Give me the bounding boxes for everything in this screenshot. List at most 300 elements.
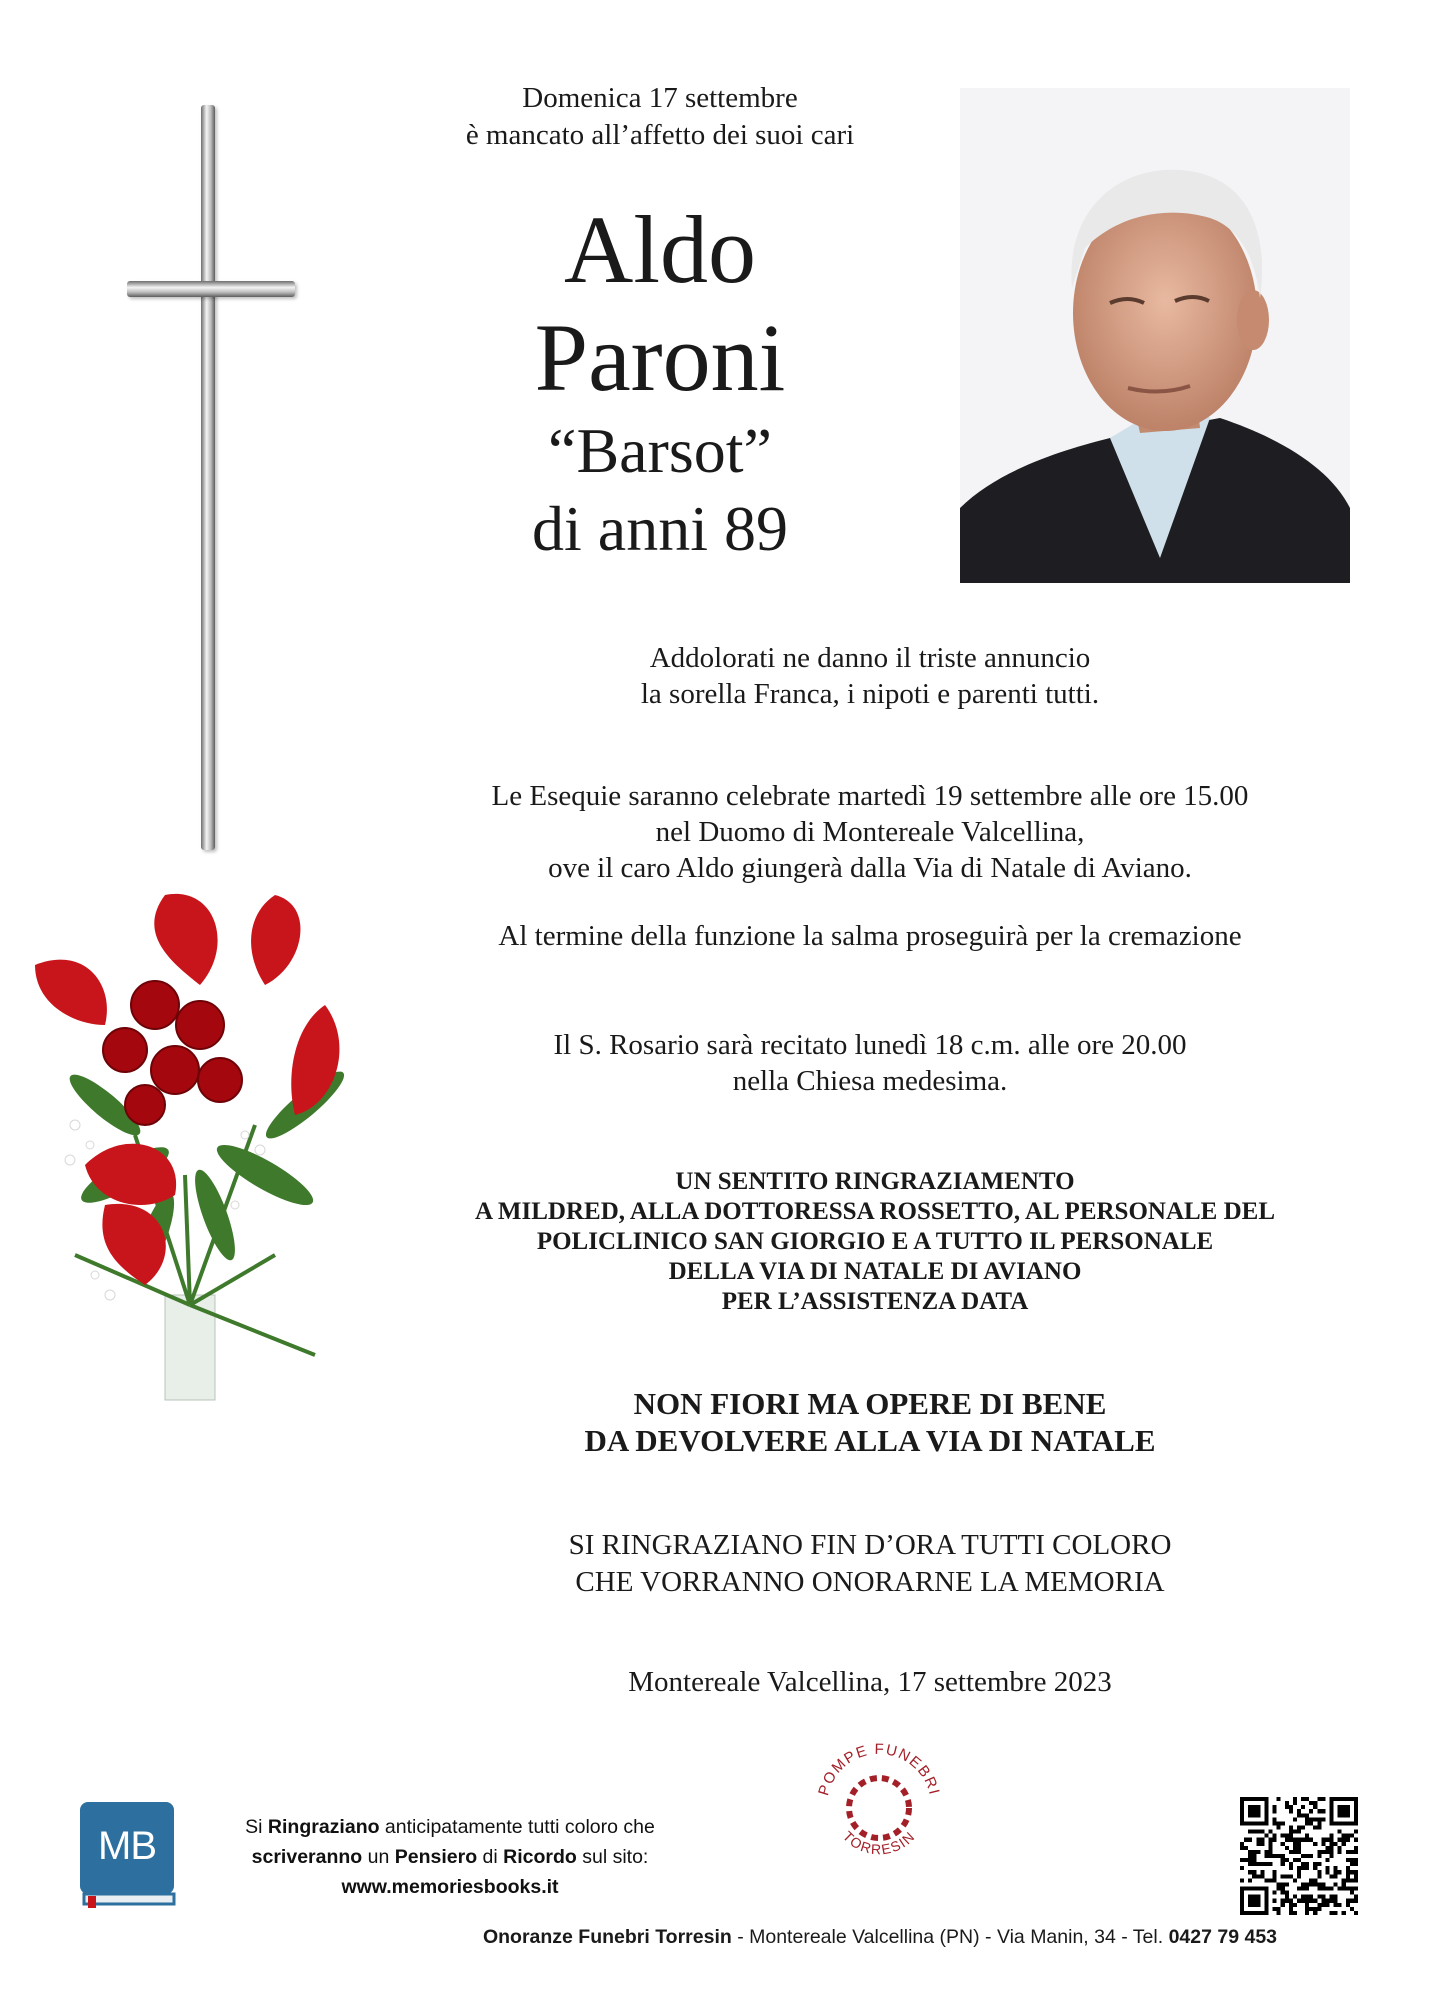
- footer-company: Onoranze Funebri Torresin: [482, 1926, 732, 1948]
- qr-module: [1256, 1862, 1260, 1866]
- qr-module: [1297, 1887, 1301, 1891]
- qr-module: [1264, 1862, 1268, 1866]
- qr-module: [1244, 1846, 1248, 1850]
- nickname: “Barsot”: [548, 415, 772, 486]
- qr-module: [1317, 1907, 1321, 1911]
- qr-module: [1285, 1858, 1289, 1862]
- no-flowers-note: [520, 1385, 1220, 1459]
- qr-module: [1289, 1830, 1293, 1834]
- qr-module: [1268, 1862, 1272, 1866]
- qr-module: [1297, 1874, 1301, 1878]
- qr-module: [1325, 1850, 1329, 1854]
- qr-module: [1256, 1830, 1260, 1834]
- qr-module: [1305, 1903, 1309, 1907]
- qr-module: [1334, 1903, 1338, 1907]
- qr-module: [1317, 1874, 1321, 1878]
- qr-module: [1260, 1862, 1264, 1866]
- qr-module: [1313, 1805, 1317, 1809]
- qr-module: [1305, 1834, 1309, 1838]
- qr-module: [1301, 1887, 1305, 1891]
- qr-module: [1277, 1907, 1281, 1911]
- qr-module: [1297, 1846, 1301, 1850]
- qr-module: [1350, 1891, 1354, 1895]
- qr-module: [1317, 1887, 1321, 1891]
- qr-module: [1354, 1862, 1358, 1866]
- qr-module: [1321, 1899, 1325, 1903]
- qr-module: [1297, 1838, 1301, 1842]
- qr-module: [1338, 1887, 1342, 1891]
- qr-module: [1252, 1874, 1256, 1878]
- qr-module: [1285, 1874, 1289, 1878]
- qr-module: [1289, 1805, 1293, 1809]
- qr-module: [1317, 1882, 1321, 1886]
- sponsor-text-2: anticipatamente tutti coloro che: [379, 1816, 655, 1838]
- qr-module: [1338, 1903, 1342, 1907]
- qr-module: [1293, 1842, 1297, 1846]
- flower-bouquet: [15, 875, 375, 1405]
- qr-module: [1252, 1854, 1256, 1858]
- qr-module: [1309, 1878, 1313, 1882]
- qr-code-icon: [1240, 1797, 1358, 1915]
- qr-module: [1354, 1846, 1358, 1850]
- qr-module: [1293, 1878, 1297, 1882]
- qr-module: [1297, 1899, 1301, 1903]
- qr-module: [1297, 1850, 1301, 1854]
- qr-module: [1334, 1874, 1338, 1878]
- footer-address: - Montereale Valcellina (PN) - Via Manin, 34 - Tel.: [731, 1926, 1169, 1948]
- funeral-line-1: Le Esequie saranno celebrate martedì 19 settembre alle ore 15.00: [491, 780, 1249, 812]
- qr-module: [1277, 1825, 1281, 1829]
- qr-module: [1346, 1903, 1350, 1907]
- qr-module: [1350, 1834, 1354, 1838]
- qr-module: [1268, 1830, 1272, 1834]
- intro-line-2: è mancato all’affetto dei suoi cari: [465, 119, 855, 151]
- qr-module: [1297, 1870, 1301, 1874]
- qr-module: [1342, 1878, 1346, 1882]
- qr-module: [1273, 1891, 1277, 1895]
- sponsor-text-4: un: [362, 1846, 395, 1868]
- qr-module: [1277, 1797, 1281, 1801]
- qr-module: [1293, 1850, 1297, 1854]
- funeral-line-2: nel Duomo di Montereale Valcellina,: [655, 816, 1085, 848]
- qr-module: [1338, 1846, 1342, 1850]
- qr-module: [1297, 1830, 1301, 1834]
- qr-module: [1281, 1842, 1285, 1846]
- qr-module: [1309, 1895, 1313, 1899]
- sponsor-text-1: Si: [245, 1816, 268, 1838]
- qr-module: [1330, 1911, 1334, 1915]
- qr-module: [1285, 1805, 1289, 1809]
- qr-module: [1252, 1862, 1256, 1866]
- qr-module: [1264, 1878, 1268, 1882]
- last-name: Paroni: [534, 304, 786, 411]
- qr-module: [1313, 1825, 1317, 1829]
- qr-module: [1305, 1817, 1309, 1821]
- qr-module: [1273, 1899, 1277, 1903]
- qr-module: [1297, 1813, 1301, 1817]
- qr-module: [1281, 1858, 1285, 1862]
- qr-module: [1268, 1878, 1272, 1882]
- qr-module: [1342, 1882, 1346, 1886]
- rosary-details: [440, 1027, 1300, 1099]
- place-date: Montereale Valcellina, 17 settembre 2023: [628, 1666, 1112, 1698]
- portrait-illustration: [960, 88, 1350, 583]
- qr-module: [1338, 1830, 1342, 1834]
- qr-module: [1330, 1846, 1334, 1850]
- sponsor-text-scriveranno: scriveranno: [251, 1846, 363, 1868]
- qr-module: [1309, 1821, 1313, 1825]
- qr-code[interactable]: [1240, 1797, 1358, 1915]
- sponsor-line-1: [200, 1812, 700, 1842]
- qr-module: [1248, 1870, 1252, 1874]
- qr-module: [1309, 1801, 1313, 1805]
- qr-module: [1354, 1878, 1358, 1882]
- qr-module: [1285, 1899, 1289, 1903]
- qr-module: [1309, 1899, 1313, 1903]
- qr-module: [1273, 1834, 1277, 1838]
- qr-module: [1330, 1850, 1334, 1854]
- qr-module: [1281, 1854, 1285, 1858]
- qr-module: [1289, 1911, 1293, 1915]
- qr-module: [1313, 1866, 1317, 1870]
- qr-module: [1305, 1838, 1309, 1842]
- qr-module: [1268, 1850, 1272, 1854]
- qr-module: [1240, 1842, 1244, 1846]
- qr-module: [1293, 1797, 1297, 1801]
- thanks-line-5: PER L’ASSISTENZA DATA: [721, 1288, 1029, 1315]
- qr-module: [1256, 1850, 1260, 1854]
- qr-module: [1350, 1878, 1354, 1882]
- qr-module: [1277, 1911, 1281, 1915]
- qr-module: [1293, 1838, 1297, 1842]
- qr-module: [1354, 1858, 1358, 1862]
- qr-module: [1268, 1838, 1272, 1842]
- qr-module: [1289, 1899, 1293, 1903]
- qr-module: [1321, 1903, 1325, 1907]
- qr-module: [1293, 1895, 1297, 1899]
- qr-module: [1285, 1834, 1289, 1838]
- qr-module: [1346, 1866, 1350, 1870]
- qr-module: [1342, 1911, 1346, 1915]
- qr-module: [1256, 1842, 1260, 1846]
- qr-module: [1321, 1817, 1325, 1821]
- first-name: Aldo: [564, 196, 756, 303]
- sponsor-text-8: sul sito:: [576, 1846, 649, 1868]
- qr-module: [1277, 1854, 1281, 1858]
- qr-module: [1313, 1842, 1317, 1846]
- qr-module: [1309, 1809, 1313, 1813]
- qr-module: [1285, 1895, 1289, 1899]
- qr-module: [1281, 1834, 1285, 1838]
- qr-module: [1330, 1899, 1334, 1903]
- qr-module: [1338, 1850, 1342, 1854]
- qr-module: [1248, 1858, 1252, 1862]
- qr-module: [1293, 1817, 1297, 1821]
- qr-module: [1305, 1797, 1309, 1801]
- qr-module: [1281, 1821, 1285, 1825]
- qr-module: [1350, 1887, 1354, 1891]
- qr-module: [1354, 1874, 1358, 1878]
- qr-module: [1301, 1866, 1305, 1870]
- qr-module: [1350, 1862, 1354, 1866]
- qr-module: [1346, 1878, 1350, 1882]
- portrait-photo: [960, 88, 1350, 583]
- qr-module: [1317, 1903, 1321, 1907]
- qr-module: [1334, 1895, 1338, 1899]
- qr-module: [1293, 1911, 1297, 1915]
- qr-module: [1346, 1887, 1350, 1891]
- qr-module: [1289, 1825, 1293, 1829]
- qr-module: [1289, 1866, 1293, 1870]
- qr-module: [1346, 1850, 1350, 1854]
- qr-module: [1313, 1911, 1317, 1915]
- qr-module: [1289, 1874, 1293, 1878]
- qr-module: [1305, 1911, 1309, 1915]
- qr-module: [1305, 1895, 1309, 1899]
- qr-module: [1342, 1887, 1346, 1891]
- qr-module: [1289, 1809, 1293, 1813]
- no-flowers-line-1: NON FIORI MA OPERE DI BENE: [633, 1386, 1107, 1421]
- qr-module: [1346, 1858, 1350, 1862]
- thanks-line-4: DELLA VIA DI NATALE DI AVIANO: [668, 1258, 1082, 1285]
- qr-module: [1338, 1805, 1350, 1817]
- qr-module: [1317, 1825, 1321, 1829]
- qr-module: [1305, 1854, 1309, 1858]
- qr-module: [1285, 1891, 1289, 1895]
- qr-module: [1293, 1830, 1297, 1834]
- qr-module: [1350, 1850, 1354, 1854]
- qr-module: [1330, 1887, 1334, 1891]
- qr-module: [1342, 1834, 1346, 1838]
- qr-module: [1301, 1838, 1305, 1842]
- qr-module: [1317, 1854, 1321, 1858]
- qr-module: [1305, 1907, 1309, 1911]
- qr-module: [1289, 1862, 1293, 1866]
- thanks-line-1: UN SENTITO RINGRAZIAMENTO: [675, 1168, 1075, 1195]
- qr-module: [1325, 1838, 1329, 1842]
- qr-module: [1321, 1850, 1325, 1854]
- qr-module: [1281, 1891, 1285, 1895]
- qr-module: [1305, 1862, 1309, 1866]
- qr-module: [1334, 1842, 1338, 1846]
- qr-module: [1317, 1817, 1321, 1821]
- torresin-seal: [805, 1728, 953, 1876]
- thanks-line-2: A MILDRED, ALLA DOTTORESSA ROSSETTO, AL PERSONALE DEL: [474, 1198, 1276, 1225]
- qr-module: [1289, 1850, 1293, 1854]
- qr-module: [1248, 1830, 1252, 1834]
- qr-module: [1293, 1801, 1297, 1805]
- seal-icon: [805, 1728, 953, 1876]
- qr-module: [1289, 1838, 1293, 1842]
- qr-module: [1346, 1870, 1350, 1874]
- qr-module: [1273, 1838, 1277, 1842]
- age: di anni 89: [532, 493, 788, 564]
- qr-module: [1317, 1862, 1321, 1866]
- qr-module: [1244, 1838, 1248, 1842]
- flower-illustration: [15, 875, 375, 1405]
- qr-module: [1317, 1821, 1321, 1825]
- qr-module: [1309, 1838, 1313, 1842]
- qr-module: [1268, 1842, 1272, 1846]
- qr-module: [1354, 1899, 1358, 1903]
- qr-module: [1273, 1878, 1277, 1882]
- qr-module: [1330, 1854, 1334, 1858]
- qr-module: [1354, 1911, 1358, 1915]
- qr-module: [1293, 1846, 1297, 1850]
- qr-module: [1334, 1882, 1338, 1886]
- qr-module: [1285, 1882, 1289, 1886]
- qr-module: [1256, 1838, 1260, 1842]
- qr-module: [1297, 1825, 1301, 1829]
- qr-module: [1252, 1858, 1256, 1862]
- qr-module: [1330, 1834, 1334, 1838]
- qr-module: [1281, 1899, 1285, 1903]
- qr-module: [1313, 1882, 1317, 1886]
- sponsor-url[interactable]: www.memoriesbooks.it: [341, 1876, 559, 1898]
- qr-module: [1317, 1895, 1321, 1899]
- intro-line-1: Domenica 17 settembre: [522, 82, 798, 114]
- qr-module: [1305, 1866, 1309, 1870]
- closing-line-2: CHE VORRANNO ONORARNE LA MEMORIA: [575, 1566, 1165, 1598]
- qr-module: [1338, 1870, 1342, 1874]
- qr-module: [1281, 1862, 1285, 1866]
- qr-module: [1289, 1834, 1293, 1838]
- announcement-line-1: Addolorati ne danno il triste annuncio: [649, 642, 1091, 674]
- qr-module: [1240, 1858, 1244, 1862]
- qr-module: [1285, 1846, 1289, 1850]
- qr-module: [1248, 1862, 1252, 1866]
- qr-module: [1334, 1866, 1338, 1870]
- qr-module: [1301, 1797, 1305, 1801]
- qr-module: [1260, 1838, 1264, 1842]
- qr-module: [1346, 1838, 1350, 1842]
- qr-module: [1289, 1907, 1293, 1911]
- qr-module: [1260, 1874, 1264, 1878]
- qr-module: [1321, 1895, 1325, 1899]
- qr-module: [1260, 1870, 1264, 1874]
- qr-module: [1354, 1887, 1358, 1891]
- qr-module: [1346, 1899, 1350, 1903]
- qr-module: [1277, 1821, 1281, 1825]
- qr-module: [1264, 1834, 1268, 1838]
- cremation-note: Al termine della funzione la salma proseguirà per la cremazione: [498, 920, 1242, 952]
- qr-module: [1334, 1870, 1338, 1874]
- qr-module: [1248, 1850, 1252, 1854]
- cross-horizontal-bar: [127, 281, 295, 297]
- qr-module: [1321, 1797, 1325, 1801]
- sponsor-text-pensiero: Pensiero: [394, 1846, 478, 1868]
- funeral-details: [400, 778, 1340, 886]
- qr-module: [1248, 1854, 1252, 1858]
- qr-module: [1240, 1866, 1244, 1870]
- qr-module: [1260, 1842, 1264, 1846]
- qr-module: [1289, 1903, 1293, 1907]
- qr-module: [1273, 1907, 1277, 1911]
- qr-module: [1325, 1846, 1329, 1850]
- qr-module: [1321, 1809, 1325, 1813]
- qr-module: [1273, 1854, 1277, 1858]
- qr-module: [1273, 1870, 1277, 1874]
- cross-vertical-bar: [201, 105, 215, 850]
- qr-module: [1293, 1858, 1297, 1862]
- intro-text: [380, 80, 940, 154]
- qr-module: [1264, 1854, 1268, 1858]
- qr-module: [1334, 1899, 1338, 1903]
- qr-module: [1354, 1850, 1358, 1854]
- thanks-line-3: POLICLINICO SAN GIORGIO E A TUTTO IL PERSONALE: [536, 1228, 1214, 1255]
- closing-line-1: SI RINGRAZIANO FIN D’ORA TUTTI COLORO: [568, 1529, 1172, 1561]
- qr-module: [1285, 1801, 1289, 1805]
- sponsor-text: [200, 1812, 700, 1902]
- qr-module: [1313, 1801, 1317, 1805]
- footer-line: [380, 1924, 1380, 1950]
- rosary-line-1: Il S. Rosario sarà recitato lunedì 18 c.m. alle ore 20.00: [553, 1029, 1187, 1061]
- qr-module: [1273, 1817, 1277, 1821]
- qr-module: [1325, 1899, 1329, 1903]
- mb-logo-text: MB: [98, 1824, 156, 1868]
- qr-module: [1260, 1830, 1264, 1834]
- qr-module: [1309, 1882, 1313, 1886]
- qr-module: [1325, 1903, 1329, 1907]
- qr-module: [1313, 1907, 1317, 1911]
- qr-module: [1252, 1830, 1256, 1834]
- qr-module: [1342, 1838, 1346, 1842]
- qr-module: [1305, 1882, 1309, 1886]
- qr-module: [1325, 1870, 1329, 1874]
- qr-module: [1297, 1866, 1301, 1870]
- qr-module: [1342, 1842, 1346, 1846]
- qr-module: [1334, 1911, 1338, 1915]
- qr-module: [1330, 1895, 1334, 1899]
- seal-bottom-text: TORRESIN: [839, 1827, 919, 1858]
- qr-module: [1317, 1870, 1321, 1874]
- qr-module: [1305, 1813, 1309, 1817]
- sponsor-text-ringraziano: Ringraziano: [267, 1816, 380, 1838]
- qr-module: [1268, 1854, 1272, 1858]
- qr-module: [1301, 1825, 1305, 1829]
- qr-module: [1297, 1809, 1301, 1813]
- qr-module: [1248, 1838, 1252, 1842]
- rosary-line-2: nella Chiesa medesima.: [732, 1065, 1008, 1097]
- qr-module: [1309, 1854, 1313, 1858]
- qr-module: [1240, 1878, 1244, 1882]
- qr-module: [1256, 1874, 1260, 1878]
- qr-module: [1301, 1895, 1305, 1899]
- qr-module: [1273, 1809, 1277, 1813]
- qr-module: [1252, 1870, 1256, 1874]
- qr-module: [1281, 1874, 1285, 1878]
- qr-module: [1248, 1878, 1252, 1882]
- qr-module: [1325, 1866, 1329, 1870]
- qr-module: [1346, 1874, 1350, 1878]
- qr-module: [1248, 1895, 1260, 1907]
- qr-module: [1354, 1870, 1358, 1874]
- qr-module: [1354, 1830, 1358, 1834]
- qr-module: [1301, 1899, 1305, 1903]
- funeral-line-3: ove il caro Aldo giungerà dalla Via di Natale di Aviano.: [548, 852, 1192, 884]
- sponsor-line-2: [200, 1842, 700, 1872]
- qr-module: [1325, 1887, 1329, 1891]
- seal-top-text: POMPE FUNEBRI: [815, 1740, 943, 1798]
- qr-module: [1301, 1805, 1305, 1809]
- qr-module: [1321, 1838, 1325, 1842]
- qr-module: [1281, 1882, 1285, 1886]
- qr-module: [1350, 1870, 1354, 1874]
- qr-module: [1244, 1858, 1248, 1862]
- qr-module: [1317, 1850, 1321, 1854]
- qr-module: [1313, 1862, 1317, 1866]
- closing-thanks: [470, 1527, 1270, 1601]
